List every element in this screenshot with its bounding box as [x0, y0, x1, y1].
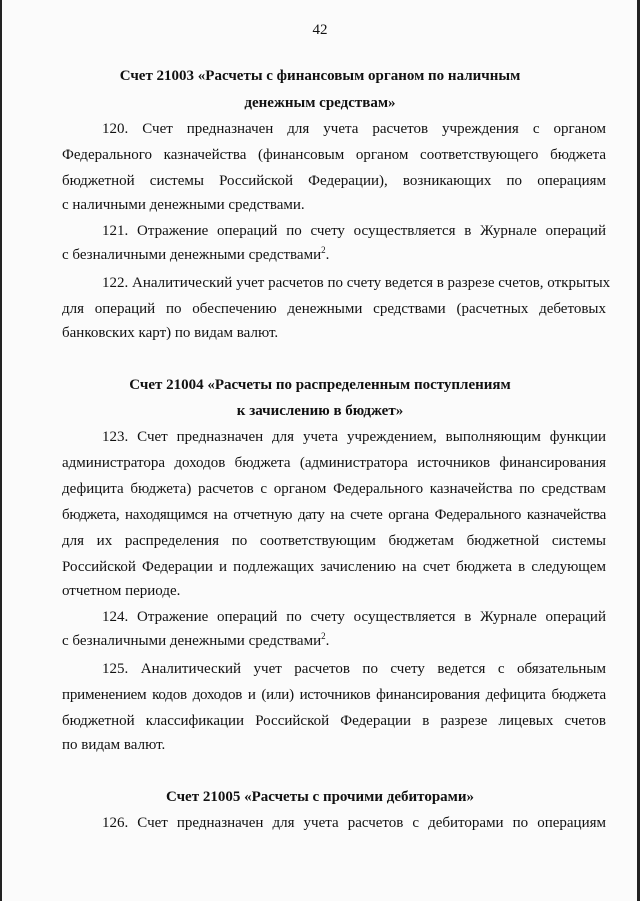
paragraph-125-line3: бюджетной классификации Российской Федерации в разрезе лицевых счетов: [62, 713, 606, 729]
paragraph-122-line3: банковских карт) по видам валют.: [62, 325, 279, 341]
section-heading-21004-line1: Счет 21004 «Расчеты по распределенным поступлениям: [129, 377, 511, 393]
paragraph-120-line3: бюджетной системы Российской Федерации), возникающих по операциям: [62, 173, 606, 189]
paragraph-123-line6: Российской Федерации и подлежащих зачислению на счет бюджета в следующем: [62, 559, 606, 575]
paragraph-123-line1: 123. Счет предназначен для учета учреждением, выполняющим функции: [102, 429, 606, 445]
scan-edge-left: [0, 0, 2, 901]
paragraph-123-line3: дефицита бюджета) расчетов с органом Федерального казначейства по средствам: [62, 481, 606, 497]
paragraph-120-line2: Федерального казначейства (финансовым органом соответствующего бюджета: [62, 147, 606, 163]
paragraph-125-line1: 125. Аналитический учет расчетов по счету ведется с обязательным: [102, 661, 606, 677]
section-heading-21003-line1: Счет 21003 «Расчеты с финансовым органом по наличным: [119, 68, 521, 84]
paragraph-123-line7: отчетном периоде.: [62, 583, 181, 599]
section-heading-21005: Счет 21005 «Расчеты с прочими дебиторами»: [165, 789, 475, 805]
paragraph-120-line4: с наличными денежными средствами.: [62, 197, 305, 213]
paragraph-121-line2: с безналичными денежными средствами$^2$.: [62, 245, 330, 263]
section-heading-21004-line2: к зачислению в бюджет»: [236, 403, 404, 419]
paragraph-120-line1: 120. Счет предназначен для учета расчетов учреждения с органом: [102, 121, 606, 137]
paragraph-122-line2: для операций по обеспечению денежными средствами (расчетных дебетовых: [62, 301, 606, 317]
paragraph-126-line1: 126. Счет предназначен для учета расчетов с дебиторами по операциям: [102, 815, 606, 831]
paragraph-123-line5: для их распределения по соответствующим бюджетам бюджетной системы: [62, 533, 606, 549]
paragraph-121-line1: 121. Отражение операций по счету осуществляется в Журнале операций: [102, 223, 606, 239]
paragraph-123-line4: бюджета, находящимся на отчетную дату на счете органа Федерального казначейства: [62, 507, 606, 523]
paragraph-125-line2: применением кодов доходов и (или) источников финансирования дефицита бюджета: [62, 687, 606, 703]
paragraph-123-line2: администратора доходов бюджета (администратора источников финансирования: [62, 455, 606, 471]
footnote-ref: 2: [321, 631, 326, 641]
section-heading-21003-line2: денежным средствам»: [244, 95, 396, 111]
footnote-ref: 2: [321, 245, 326, 255]
page-number: 42: [312, 22, 328, 38]
paragraph-124-line2: с безналичными денежными средствами$^2$.: [62, 631, 330, 649]
paragraph-122-line1: 122. Аналитический учет расчетов по счету ведется в разрезе счетов, открытых: [102, 275, 611, 291]
paragraph-124-line1: 124. Отражение операций по счету осуществляется в Журнале операций: [102, 609, 606, 625]
paragraph-125-line4: по видам валют.: [62, 737, 166, 753]
